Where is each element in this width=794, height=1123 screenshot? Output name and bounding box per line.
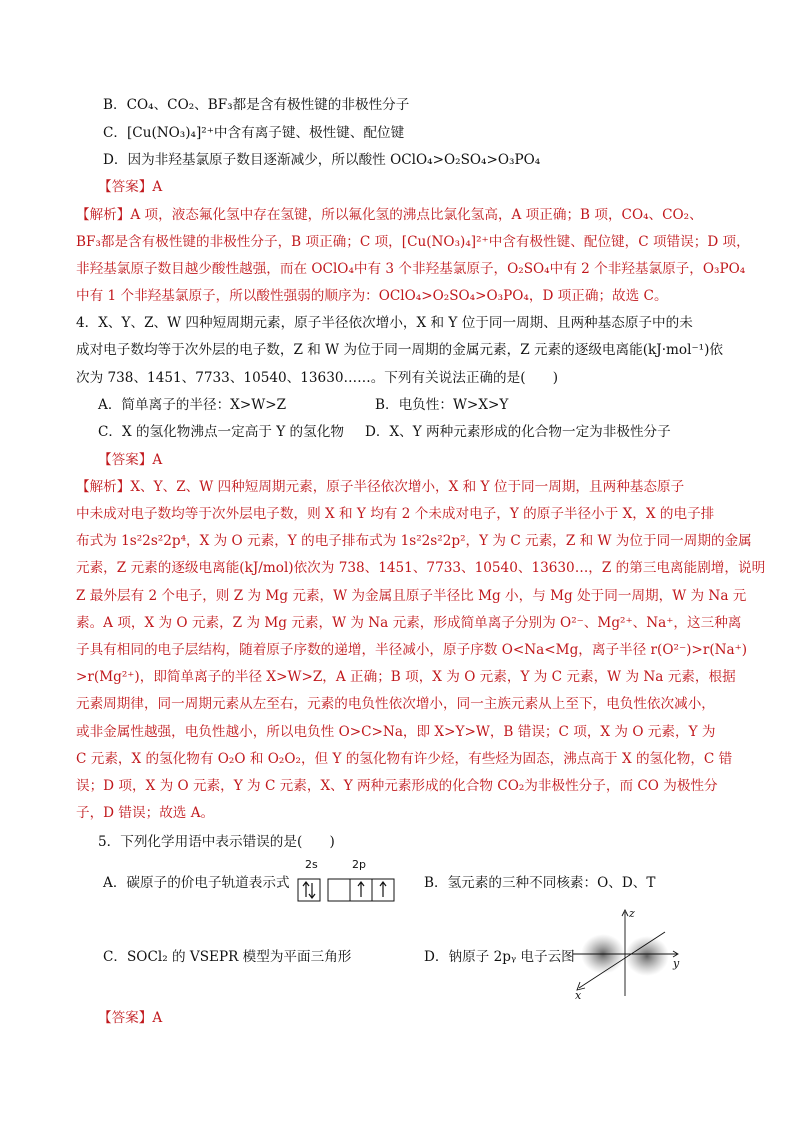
- q4-analysis-line: 布式为 1s²2s²2p⁴，X 为 O 元素，Y 的电子排布式为 1s²2s²2p²，Y 为 C 元素，Z 和 W 为位于同一周期的金属: [76, 533, 752, 549]
- q4-analysis-line: 或非金属性越强，电负性越小，所以电负性 O>C>Na，即 X>Y>W，B 错误；C 项，X 为 O 元素，Y 为: [76, 724, 716, 740]
- q4-analysis-line: 子具有相同的电子层结构，随着原子序数的递增，半径减小，原子序数 O<Na<Mg，离子半径 r(O²⁻)>r(Na⁺): [76, 642, 748, 658]
- q4-analysis-line: 子，D 错误；故选 A。: [76, 805, 215, 821]
- orbital-boxes: [297, 876, 402, 906]
- axis-x-label: x: [575, 989, 582, 1002]
- q5-option-c: C．SOCl₂ 的 VSEPR 模型为平面三角形: [103, 949, 352, 965]
- cloud-lobe-right: [625, 936, 669, 976]
- q4-analysis-line: Z 最外层有 2 个电子，则 Z 为 Mg 元素，W 为金属且原子半径比 Mg 小，与 Mg 处于同一周期，W 为 Na 元: [76, 588, 747, 604]
- orbital-2p-label: 2p: [352, 858, 366, 871]
- q3-analysis-line: 【解析】A 项，液态氟化氢中存在氢键，所以氟化氢的沸点比氯化氢高，A 项正确；B 项，CO₄、CO₂、: [76, 207, 703, 223]
- q4-analysis-line: 元素周期律，同一周期元素从左至右，元素的电负性依次增小，同一主族元素从上至下，电负性依次减小，: [76, 696, 715, 712]
- q5-option-d: D．钠原子 2pᵧ 电子云图: [424, 949, 575, 965]
- q4-answer: 【答案】A: [98, 452, 163, 468]
- q3-option-c: C．[Cu(NO₃)₄]²⁺中含有离子键、极性键、配位键: [103, 125, 405, 141]
- q4-analysis-line: 中未成对电子数均等于次外层电子数，则 X 和 Y 均有 2 个未成对电子，Y 的原子半径小于 X，X 的电子排: [76, 506, 715, 522]
- q4-stem-line: 次为 738、1451、7733、10540、13630……。下列有关说法正确的是( ): [76, 370, 559, 386]
- q5-option-b: B．氢元素的三种不同核素：O、D、T: [424, 875, 656, 891]
- q3-analysis-line: BF₃都是含有极性键的非极性分子，B 项正确；C 项，[Cu(NO₃)₄]²⁺中含有极性键、配位键，C 项错误；D 项，: [76, 234, 750, 250]
- q5-stem: 5．下列化学用语中表示错误的是( ): [98, 834, 335, 850]
- orbital-diagram: [297, 876, 402, 910]
- q4-analysis-line: 【解析】X、Y、Z、W 四种短周期元素，原子半径依次增小，X 和 Y 位于同一周期，且两种基态原子: [76, 479, 685, 495]
- axis-z-label: z: [629, 907, 635, 920]
- orbital-2s-label: 2s: [305, 858, 318, 871]
- q4-analysis-line: 误；D 项，X 为 O 元素，Y 为 C 元素，X、Y 两种元素形成的化合物 CO₂为非极性分子，而 CO 为极性分: [76, 778, 718, 794]
- q3-answer: 【答案】A: [98, 179, 163, 195]
- q3-analysis-line: 非羟基氯原子数目越少酸性越强，而在 OClO₄中有 3 个非羟基氯原子，O₂SO₄中有 2 个非羟基氯原子，O₃PO₄: [76, 261, 746, 277]
- electron-cloud-svg: [565, 906, 685, 1002]
- q4-option-a: A．简单离子的半径：X>W>Z: [98, 397, 287, 413]
- q4-stem-line: 成对电子数均等于次外层的电子数，Z 和 W 为位于同一周期的金属元素，Z 元素的逐级电离能(kJ·mol⁻¹)依: [76, 342, 723, 358]
- q4-analysis-line: 元素，Z 元素的逐级电离能(kJ/mol)依次为 738、1451、7733、10540、13630…，Z 的第三电离能剧增，说明: [76, 560, 766, 576]
- q3-option-d: D．因为非羟基氯原子数目逐渐减少，所以酸性 OClO₄>O₂SO₄>O₃PO₄: [103, 152, 541, 168]
- q4-analysis-line: >r(Mg²⁺)，即简单离子的半径 X>W>Z，A 正确；B 项，X 为 O 元素，Y 为 C 元素，W 为 Na 元素，根据: [76, 669, 736, 685]
- q5-answer: 【答案】A: [98, 1010, 163, 1026]
- q4-stem-line: 4．X、Y、Z、W 四种短周期元素，原子半径依次增小，X 和 Y 位于同一周期、且两种基态原子中的未: [76, 315, 693, 331]
- q4-option-c: C．X 的氢化物沸点一定高于 Y 的氢化物: [98, 424, 344, 440]
- q3-analysis-line: 中有 1 个非羟基氯原子，所以酸性强弱的顺序为：OClO₄>O₂SO₄>O₃PO₄，D 项正确；故选 C。: [76, 288, 668, 304]
- q4-option-d: D．X、Y 两种元素形成的化合物一定为非极性分子: [365, 424, 671, 440]
- q5-option-a: A．碳原子的价电子轨道表示式: [103, 875, 290, 891]
- q4-analysis-line: 素。A 项，X 为 O 元素，Z 为 Mg 元素，W 为 Na 元素，形成简单离子分别为 O²⁻、Mg²⁺、Na⁺，这三种离: [76, 615, 742, 631]
- q4-option-b: B．电负性：W>X>Y: [375, 397, 509, 413]
- axis-y-label: y: [673, 957, 680, 970]
- q4-analysis-line: C 元素，X 的氢化物有 O₂O 和 O₂O₂，但 Y 的氢化物有许少烃，有些烃为固态，沸点高于 X 的氢化物，C 错: [76, 751, 733, 767]
- electron-cloud-figure: [565, 906, 685, 1002]
- q3-option-b: B．CO₄、CO₂、BF₃都是含有极性键的非极性分子: [103, 97, 410, 113]
